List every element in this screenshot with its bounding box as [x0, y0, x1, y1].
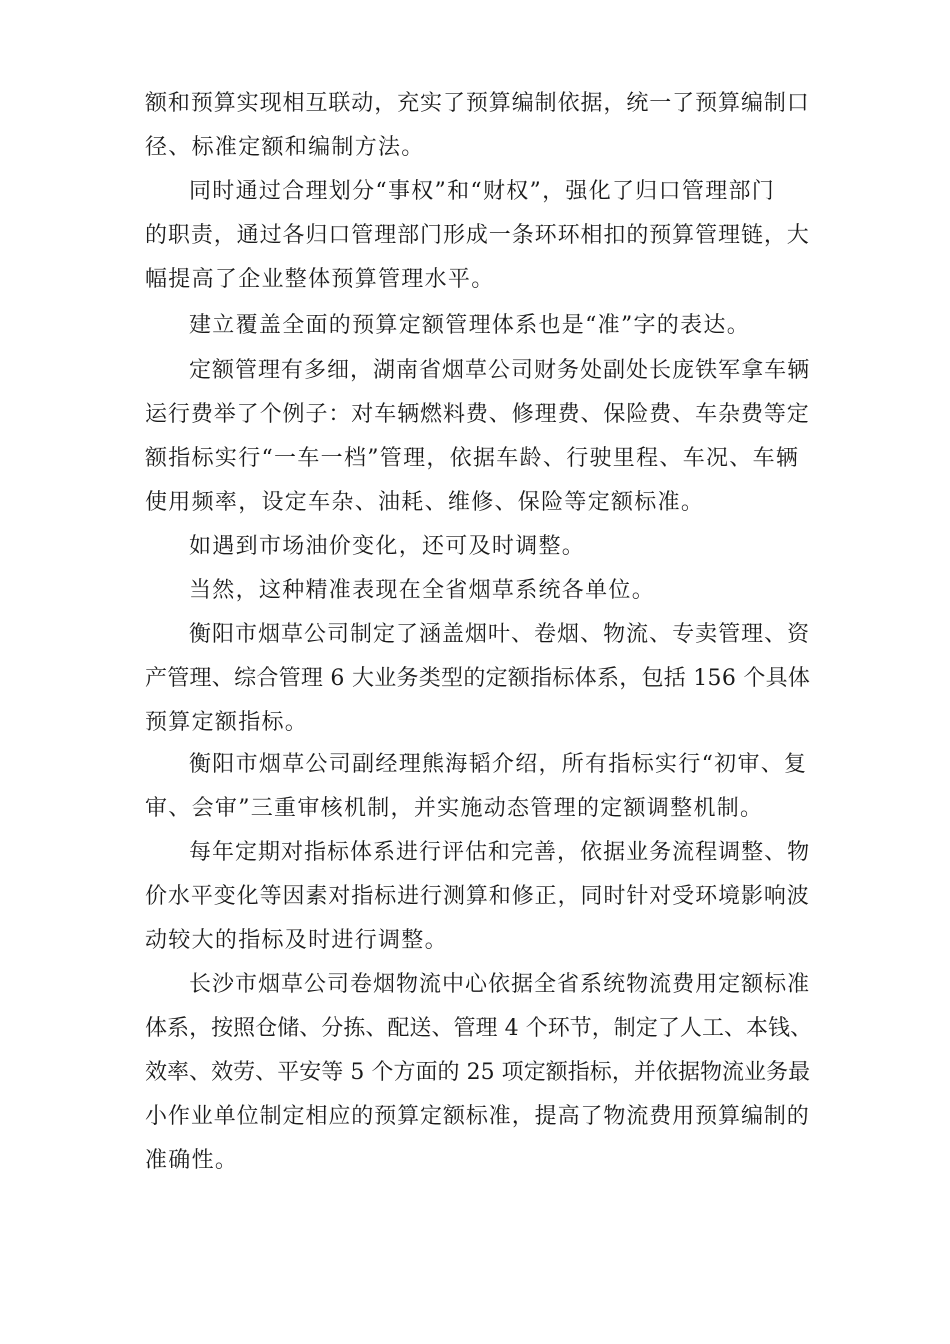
text-line: 准确性。 — [145, 1148, 239, 1173]
text-line: 额和预算实现相互联动，充实了预算编制依据，统一了预算编制口 — [145, 91, 810, 116]
text-line: 审、会审”三重审核机制，并实施动态管理的定额调整机制。 — [145, 796, 764, 821]
text-line: 建立覆盖全面的预算定额管理体系也是“准”字的表达。 — [189, 313, 750, 338]
text-line: 当然，这种精准表现在全省烟草系统各单位。 — [189, 578, 656, 603]
text-line: 衡阳市烟草公司副经理熊海韬介绍，所有指标实行“初审、复 — [189, 752, 808, 777]
text-line: 幅提高了企业整体预算管理水平。 — [145, 267, 495, 292]
text-line: 体系，按照仓储、分拣、配送、管理 4 个环节，制定了人工、本钱、 — [145, 1016, 813, 1041]
text-line: 小作业单位制定相应的预算定额标准，提高了物流费用预算编制的 — [145, 1104, 810, 1129]
text-line: 效率、效劳、平安等 5 个方面的 25 项定额指标，并依据物流业务最 — [145, 1060, 811, 1085]
text-line: 预算定额指标。 — [145, 710, 309, 735]
text-line: 每年定期对指标体系进行评估和完善，依据业务流程调整、物 — [189, 840, 811, 865]
text-line: 径、标准定额和编制方法。 — [145, 135, 425, 160]
text-line: 产管理、综合管理 6 大业务类型的定额指标体系，包括 156 个具体 — [145, 666, 811, 691]
text-line: 动较大的指标及时进行调整。 — [145, 928, 448, 953]
text-line: 长沙市烟草公司卷烟物流中心依据全省系统物流费用定额标准 — [189, 972, 811, 997]
text-line: 运行费举了个例子：对车辆燃料费、修理费、保险费、车杂费等定 — [145, 402, 810, 427]
text-line: 使用频率，设定车杂、油耗、维修、保险等定额标准。 — [145, 490, 705, 515]
text-line: 额指标实行“一车一档”管理，依据车龄、行驶里程、车况、车辆 — [145, 446, 800, 471]
text-line: 价水平变化等因素对指标进行测算和修正，同时针对受环境影响波 — [145, 884, 810, 909]
text-line: 衡阳市烟草公司制定了涵盖烟叶、卷烟、物流、专卖管理、资 — [189, 622, 811, 647]
text-line: 定额管理有多细，湖南省烟草公司财务处副处长庞铁军拿车辆 — [189, 358, 811, 383]
text-line: 的职责，通过各归口管理部门形成一条环环相扣的预算管理链，大 — [145, 223, 810, 248]
text-line: 如遇到市场油价变化，还可及时调整。 — [189, 534, 586, 559]
text-line: 同时通过合理划分“事权”和“财权”，强化了归口管理部门 — [189, 179, 776, 204]
